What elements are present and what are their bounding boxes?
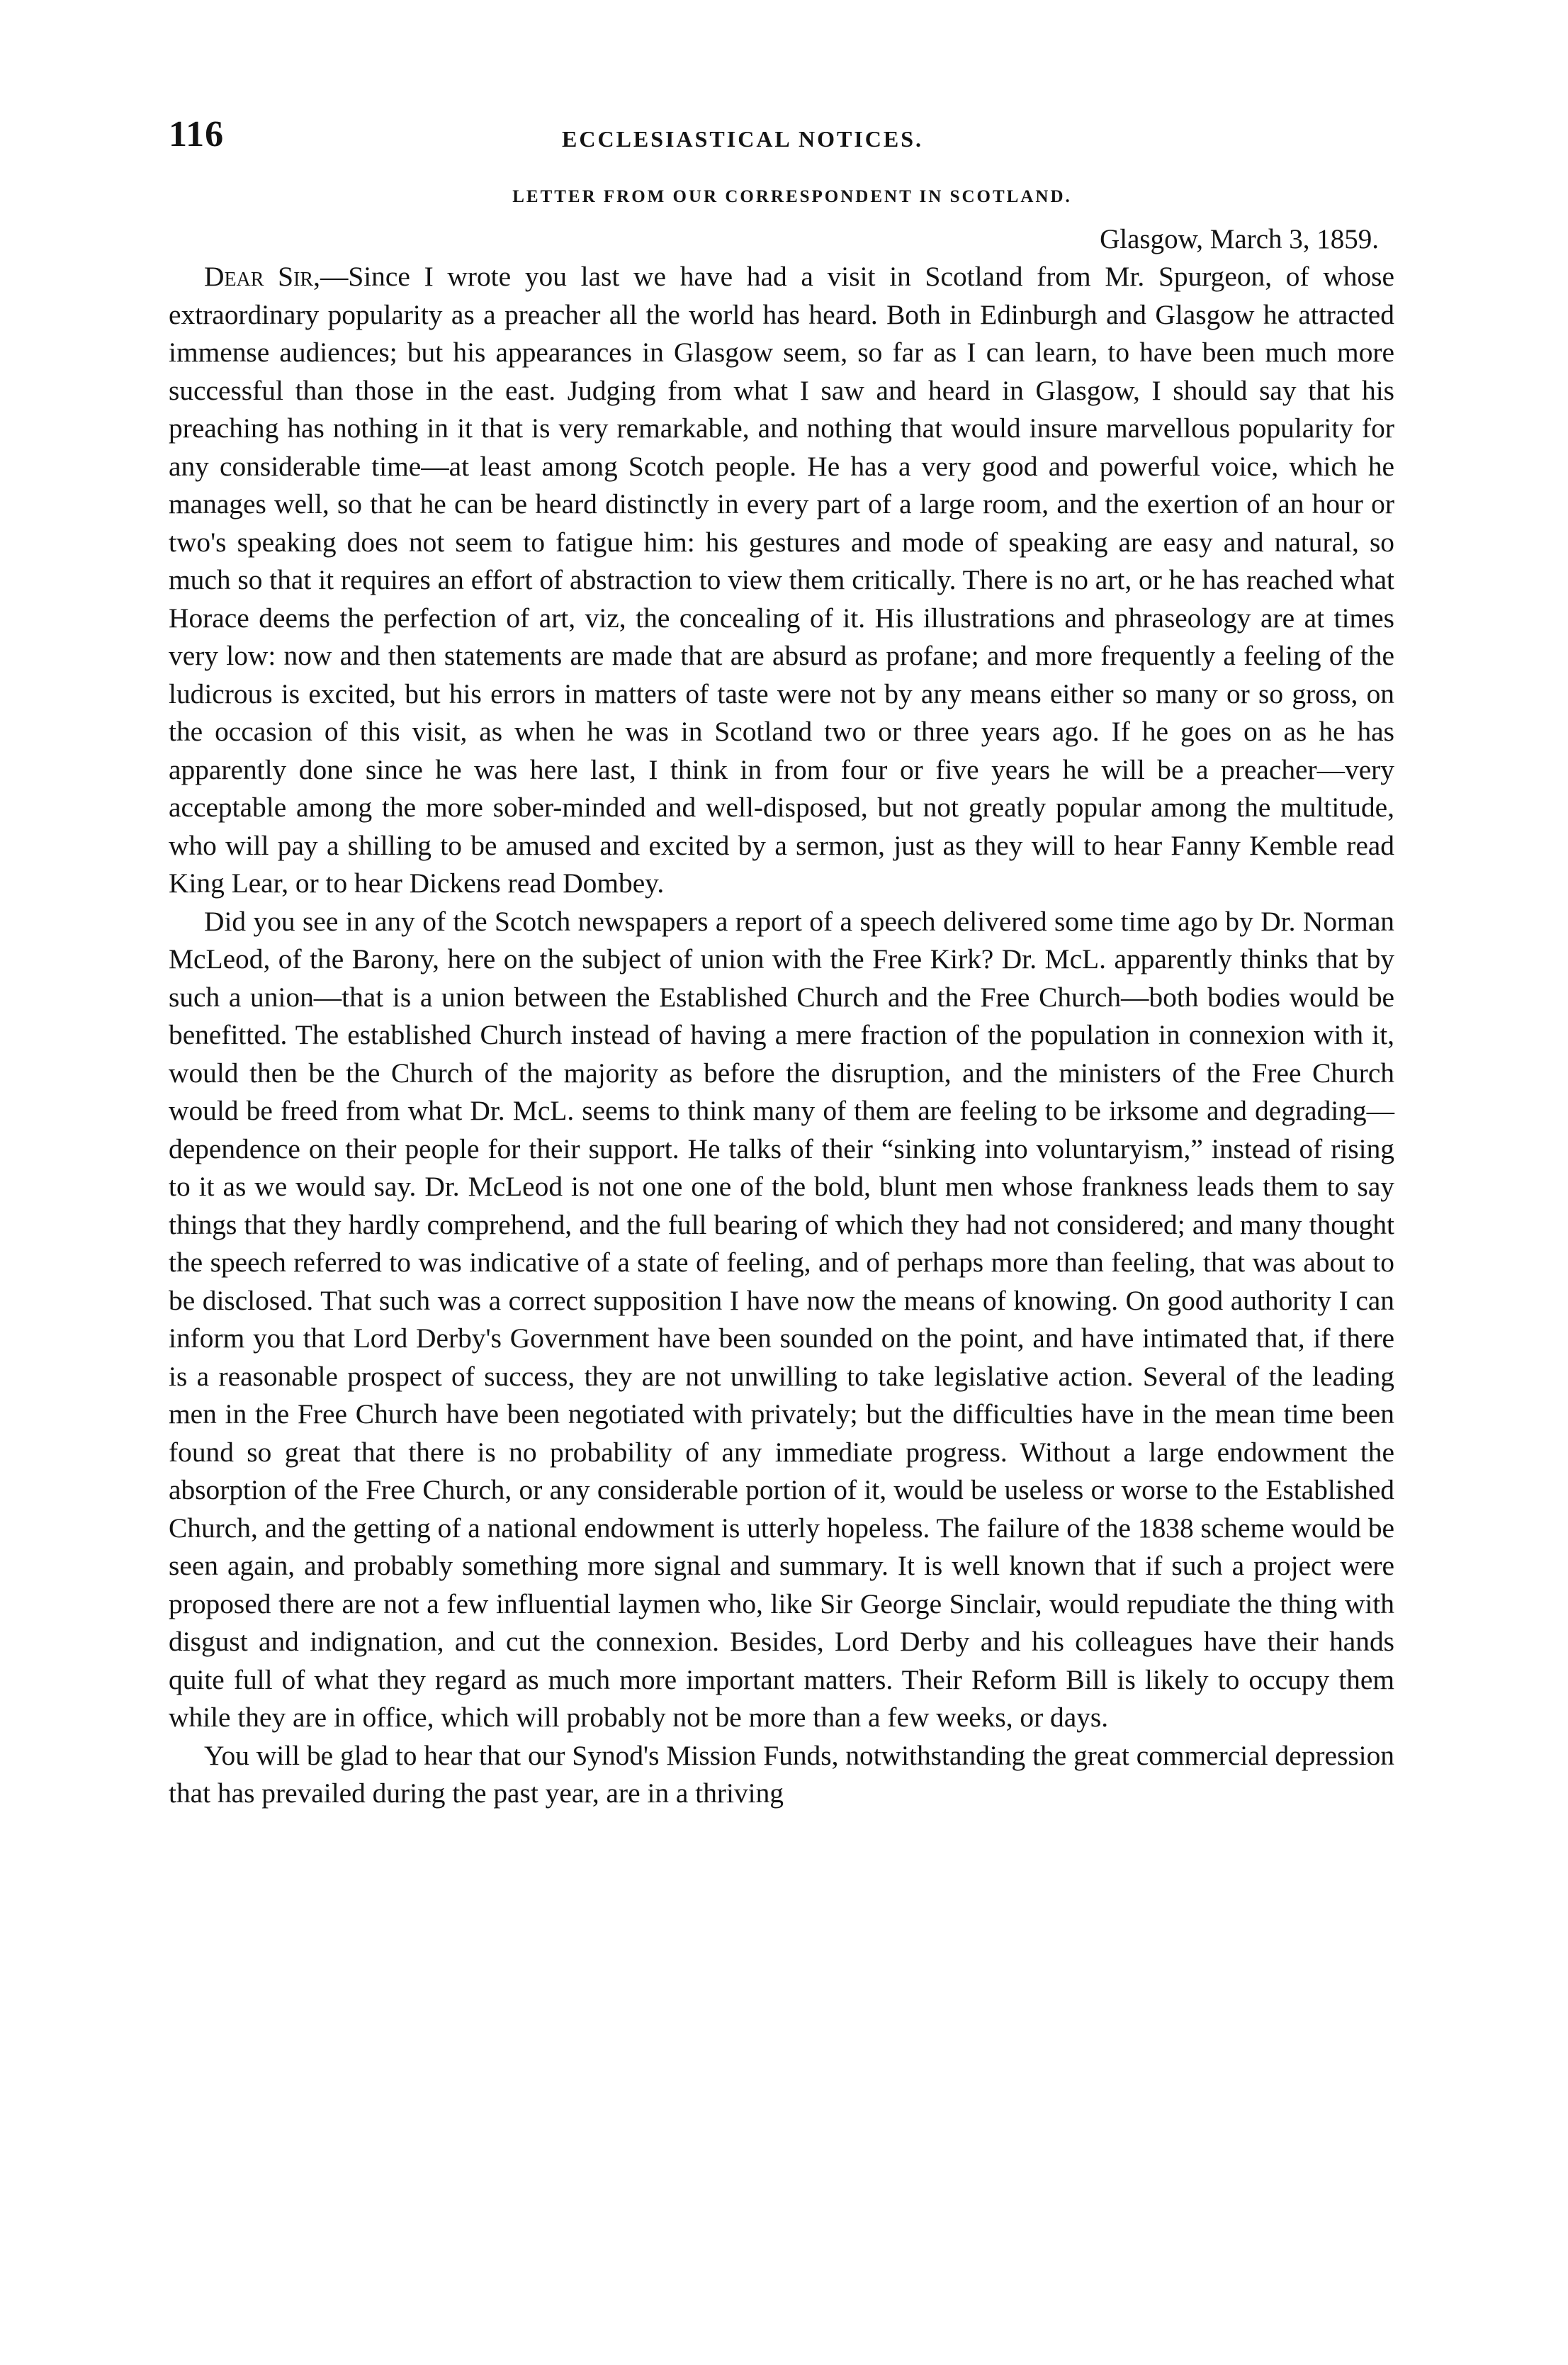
paragraph-2: Did you see in any of the Scotch newspapers a report of a speech delivered some time ago by Dr. Norman McLeod, of the Barony, here on the subject of union with the Free Kirk? Dr. McL. apparently thinks that by such a union—that is a union between the Established Church and the Free Church—both bodies would be benefitted. The established Church instead of having a mere fraction of the population in connexion with it, would then be the Church of the majority as before the disruption, and the ministers of the Free Church would be freed from what Dr. McL. seems to think many of them are feeling to be irksome and degrading—dependence on their people for their support. He talks of their “sinking into voluntaryism,” instead of rising to it as we would say. Dr. McLeod is not one one of the bold, blunt men whose frankness leads them to say things that they hardly comprehend, and the full bearing of which they had not considered; and many thought the speech referred to was indicative of a state of feeling, and of perhaps more than feeling, that was about to be disclosed. That such was a correct supposition I have now the means of knowing. On good authority I can inform you that Lord Derby's Government have been sounded on the point, and have intimated that, if there is a reasonable prospect of success, they are not unwilling to take legislative action. Several of the leading men in the Free Church have been negotiated with privately; but the difficulties have in the mean time been found so great that there is no probability of any immediate progress. Without a large endowment the absorption of the Free Church, or any considerable portion of it, would be useless or worse to the Established Church, and the getting of a national endowment is utterly hopeless. The failure of the 1838 scheme would be seen again, and probably something more signal and summary. It is well known that if such a project were proposed there are not a few influential laymen who, like Sir George Sinclair, would repudiate the thing with disgust and indignation, and cut the connexion. Besides, Lord Derby and his colleagues have their hands quite full of what they regard as much more important matters. Their Reform Bill is likely to occupy them while they are in office, which will probably not be more than a few weeks, or days.: [169, 905, 1394, 1733]
article-title: LETTER FROM OUR CORRESPONDENT IN SCOTLAND.: [512, 187, 1072, 206]
salutation: Dear Sir,: [204, 261, 320, 292]
running-head: [169, 113, 1394, 163]
paragraph-1: [169, 258, 1394, 903]
running-title: ECCLESIASTICAL NOTICES.: [562, 126, 924, 152]
dateline: Glasgow, March 3, 1859.: [1100, 224, 1379, 254]
page-number: 116: [169, 114, 225, 155]
document-page: [169, 113, 1394, 1813]
paragraph-3: You will be glad to hear that our Synod's Mission Funds, notwithstanding the great commercial depression that has prevailed during the past year, are in a thriving: [169, 1739, 1394, 1809]
paragraph-1-text: —Since I wrote you last we have had a visit in Scotland from Mr. Spurgeon, of whose extraordinary popularity as a preacher all the world has heard. Both in Edinburgh and Glasgow he attracted immense audiences; but his appearances in Glasgow seem, so far as I can learn, to have been much more successful than those in the east. Judging from what I saw and heard in Glasgow, I should say that his preaching has nothing in it that is very remarkable, and nothing that would insure marvellous popularity for any considerable time—at least among Scotch people. He has a very good and powerful voice, which he manages well, so that he can be heard distinctly in every part of a large room, and the exertion of an hour or two's speaking does not seem to fatigue him: his gestures and mode of speaking are easy and natural, so much so that it requires an effort of abstraction to view them critically. There is no art, or he has reached what Horace deems the perfection of art, viz, the concealing of it. His illustrations and phraseology are at times very low: now and then statements are made that are absurd as profane; and more frequently a feeling of the ludicrous is excited, but his errors in matters of taste were not by any means either so many or so gross, on the occasion of this visit, as when he was in Scotland two or three years ago. If he goes on as he has apparently done since he was here last, I think in from four or five years he will be a preacher—very acceptable among the more sober-minded and well-disposed, but not greatly popular among the multitude, who will pay a shilling to be amused and excited by a sermon, just as they will to hear Fanny Kemble read King Lear, or to hear Dickens read Dombey.: [169, 261, 1394, 899]
